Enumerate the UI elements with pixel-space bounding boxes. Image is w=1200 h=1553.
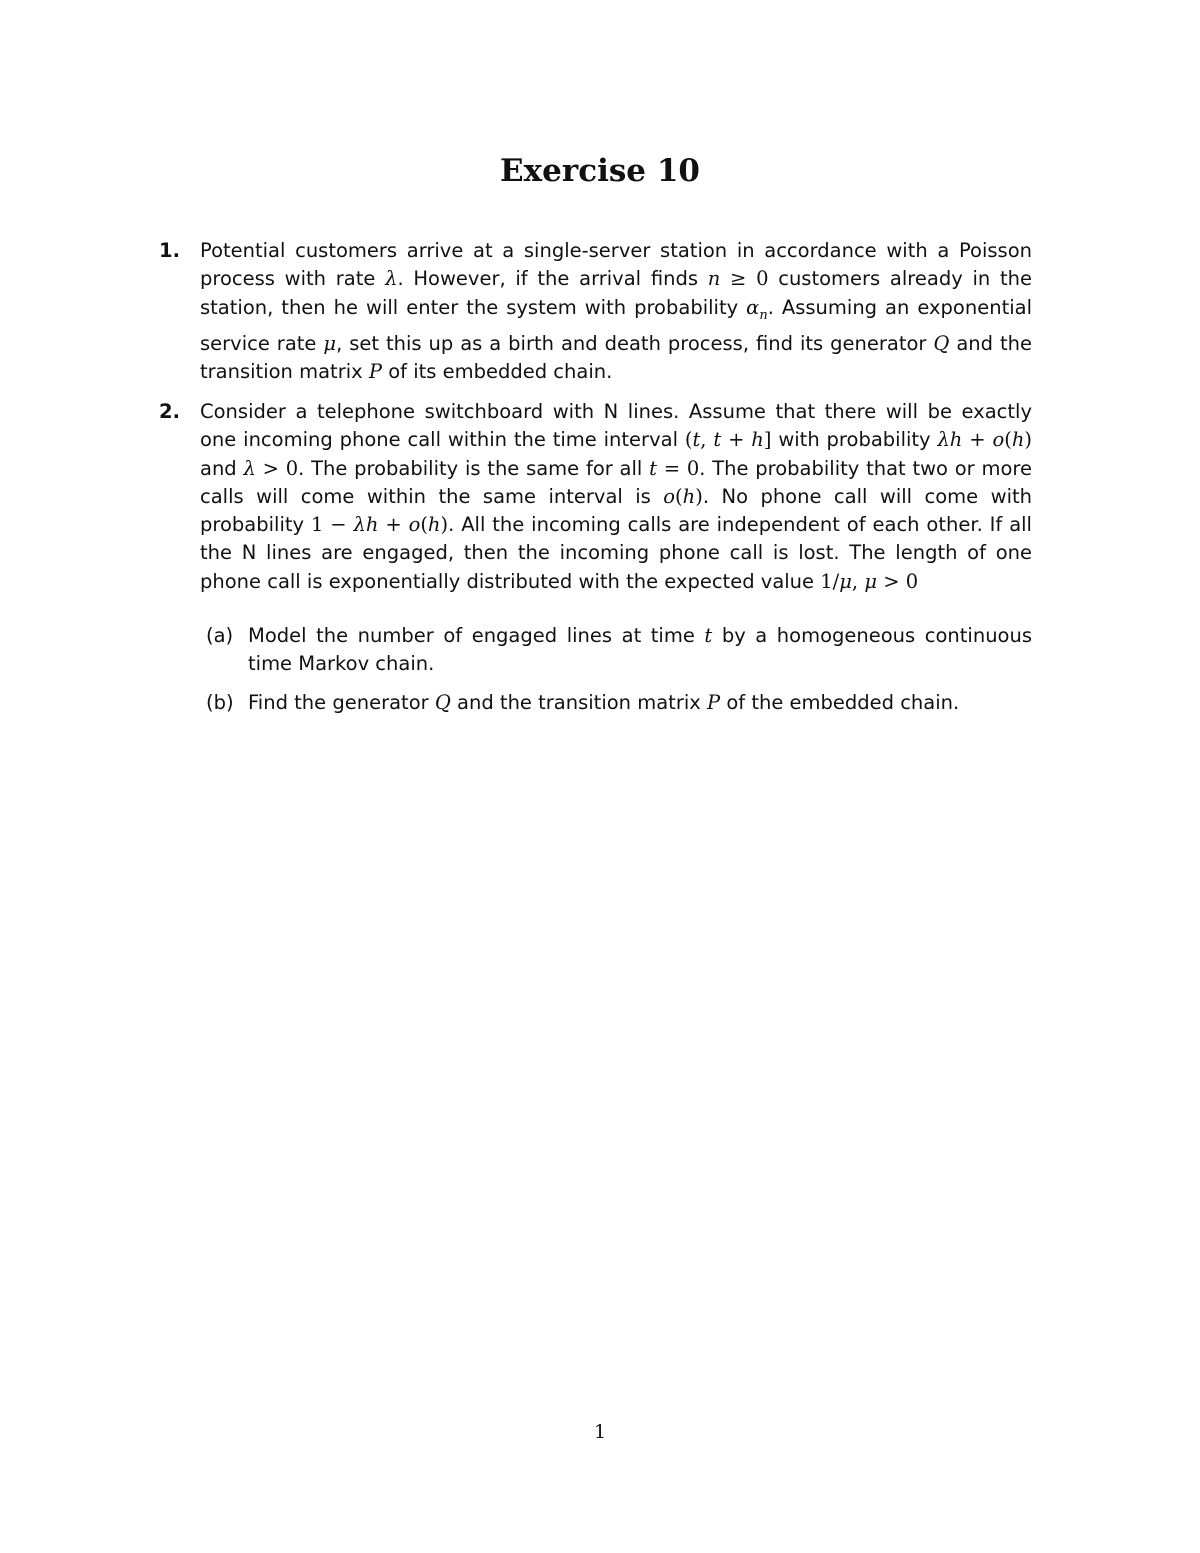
text-run: . No phone call will come with probability: [200, 484, 1032, 537]
problem-1-text: [200, 237, 1032, 386]
math-lambda-h: λh: [353, 513, 379, 537]
math-lambda: λ: [243, 456, 256, 480]
math-comma: ,: [851, 569, 865, 593]
text-run: . The probability that two or more calls will come within the same interval is: [200, 456, 1032, 508]
problem-1: [159, 237, 1033, 386]
text-run: Model the number of engaged lines at time: [248, 624, 705, 647]
math-paren: ): [695, 484, 703, 508]
math-o: o: [408, 513, 421, 537]
math-t: t: [692, 428, 701, 452]
page-title: Exercise 10: [500, 153, 700, 189]
problem-number: 2.: [159, 400, 180, 423]
text-run: . All the incoming calls are independent of each other. If all the N lines are engaged, then the incoming phone call is lost. The length of one phone call is exponentially distributed with the expected value: [200, 513, 1032, 593]
math-Q: Q: [434, 691, 451, 714]
math-lambda: λ: [385, 267, 398, 291]
math-alpha: α: [746, 295, 760, 319]
text-run: of the embedded chain.: [720, 691, 960, 714]
math-paren: (: [675, 484, 683, 508]
math-mu: μ: [839, 569, 852, 593]
math-plus: +: [721, 428, 752, 452]
math-gt-zero: > 0: [877, 569, 919, 593]
text-run: , set this up as a birth and death process, find its generator: [336, 331, 934, 355]
problem-number: 1.: [159, 239, 180, 262]
text-run: and: [200, 456, 244, 480]
math-t: t: [704, 624, 713, 647]
math-paren: ): [440, 513, 449, 537]
text-run: . However, if the arrival finds: [397, 267, 708, 291]
math-o: o: [663, 484, 676, 508]
text-run: and the transition matrix: [200, 331, 1032, 384]
math-comma: ,: [700, 428, 714, 452]
math-plus: +: [962, 428, 993, 452]
text-run: of its embedded chain.: [382, 360, 613, 384]
text-run: Potential customers arrive at a single-server station in accordance with a Poisson process with rate: [200, 239, 1032, 291]
math-one-over: 1/: [820, 569, 840, 593]
math-bracket: ]: [763, 428, 772, 452]
problem-2-text: [200, 398, 1032, 596]
math-paren: ): [1024, 428, 1032, 452]
text-run: . Assuming an exponential service rate: [200, 295, 1033, 355]
math-n: n: [707, 267, 721, 291]
math-eq-zero: = 0: [656, 456, 700, 480]
math-plus: +: [378, 513, 409, 537]
math-mu: μ: [864, 569, 878, 593]
math-h: h: [1011, 428, 1025, 452]
text-run: and the transition matrix: [450, 691, 707, 714]
math-geq-zero: ≥ 0: [720, 267, 769, 291]
math-one-minus: 1 −: [310, 513, 354, 537]
text-run: Find the generator: [248, 691, 435, 714]
subpart-label: (b): [206, 691, 234, 714]
math-paren: (: [420, 513, 428, 537]
problem-2-part-b: [206, 689, 1032, 717]
part-b-text: [248, 689, 1032, 717]
part-a-text: [248, 622, 1032, 679]
math-h: h: [682, 484, 696, 508]
page-number: 1: [593, 1421, 607, 1443]
math-gt-zero: > 0: [255, 456, 299, 480]
math-P: P: [368, 360, 382, 384]
text-run: by a homogeneous continuous time Markov chain.: [248, 624, 1033, 676]
math-paren: (: [684, 428, 693, 452]
math-alpha-subscript: n: [759, 307, 768, 323]
problem-2-part-a: [206, 622, 1033, 679]
math-t: t: [649, 456, 657, 480]
math-P: P: [707, 691, 721, 714]
math-Q: Q: [933, 331, 950, 355]
text-run: Consider a telephone switchboard with N lines. Assume that there will be exactly one incoming phone call within the time interval: [200, 400, 1032, 452]
math-h: h: [751, 428, 764, 452]
math-h: h: [427, 513, 441, 537]
math-lambda-h: λh: [937, 428, 963, 452]
text-run: . The probability is the same for all: [298, 456, 650, 480]
text-run: customers already in the station, then he will enter the system with probability: [200, 267, 1032, 319]
math-paren: (: [1004, 428, 1012, 452]
problem-2: [159, 398, 1032, 596]
math-t: t: [713, 428, 722, 452]
math-mu: μ: [323, 331, 337, 355]
text-run: with probability: [771, 428, 938, 452]
math-o: o: [992, 428, 1005, 452]
subpart-label: (a): [206, 624, 234, 647]
